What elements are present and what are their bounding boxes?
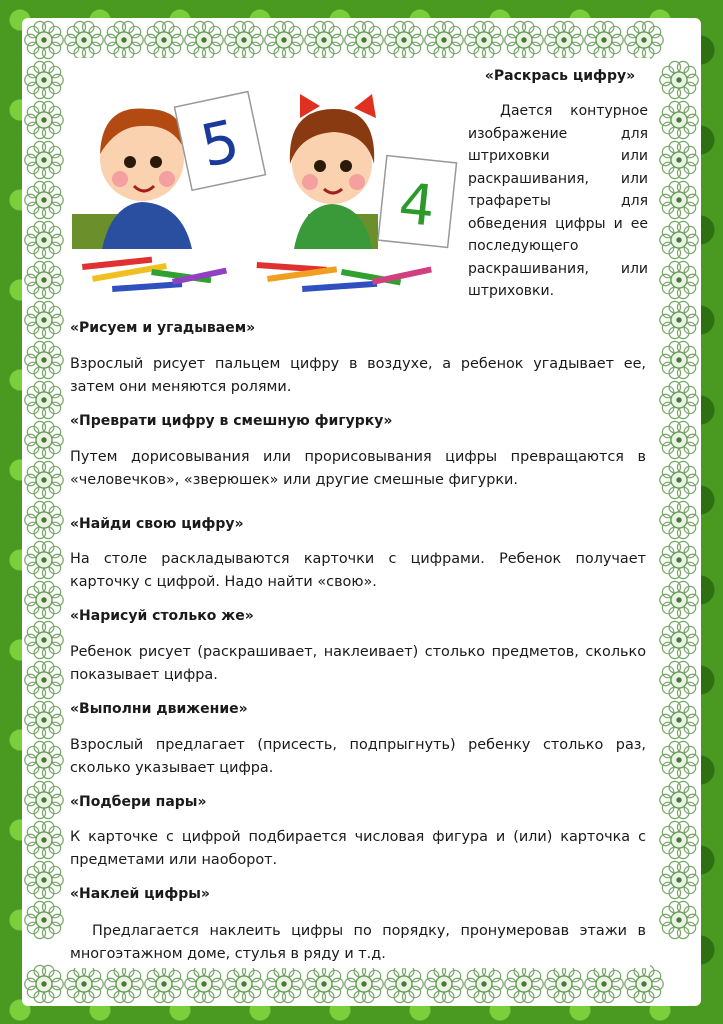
children-illustration xyxy=(72,64,458,300)
section-text: Взрослый рисует пальцем цифру в воздухе, а ребенок угадывает ее, затем они меняются ролями. xyxy=(70,356,646,395)
pencils-right xyxy=(257,262,432,292)
lace-doily xyxy=(545,965,584,1002)
section-text: Предлагается наклеить цифры по порядку, пронумеровав этажи в многоэтажном доме, стулья в ряду и т.д. xyxy=(70,923,646,962)
lace-doily xyxy=(345,21,384,58)
lace-doily xyxy=(660,381,699,418)
lace-doily xyxy=(385,965,424,1002)
lace-doily xyxy=(625,21,664,58)
lace-doily xyxy=(25,421,64,458)
lace-doily xyxy=(585,965,624,1002)
lace-doily xyxy=(105,965,144,1002)
lace-doily xyxy=(145,965,184,1002)
lace-doily xyxy=(25,341,64,378)
lace-doily xyxy=(265,965,304,1002)
lace-doily xyxy=(465,21,504,58)
lace-doily xyxy=(660,221,699,258)
lace-doily xyxy=(660,541,699,578)
lace-doily xyxy=(25,821,64,858)
lace-doily xyxy=(660,741,699,778)
lace-doily xyxy=(25,141,64,178)
lace-doily xyxy=(660,661,699,698)
lace-doily xyxy=(660,261,699,298)
lace-doily xyxy=(305,965,344,1002)
lace-doily xyxy=(25,701,64,738)
card-five xyxy=(174,92,265,191)
lace-doily xyxy=(505,965,544,1002)
section-text: К карточке с цифрой подбирается числовая фигура и (или) карточка с предметами или наоборот. xyxy=(70,829,646,868)
lace-doily xyxy=(660,341,699,378)
section-title: «Найди свою цифру» xyxy=(70,516,244,532)
lace-doily xyxy=(25,261,64,298)
lace-doily xyxy=(25,221,64,258)
lace-doily xyxy=(385,21,424,58)
lace-doily xyxy=(25,301,64,338)
lace-doily xyxy=(25,381,64,418)
lace-doily xyxy=(585,21,624,58)
section-title: «Наклей цифры» xyxy=(70,886,210,902)
lace-doily xyxy=(660,421,699,458)
lace-doily xyxy=(660,501,699,538)
lace-doily xyxy=(25,501,64,538)
lace-doily xyxy=(65,21,104,58)
lace-doily xyxy=(25,461,64,498)
lace-doily xyxy=(660,821,699,858)
lace-doily xyxy=(305,21,344,58)
lace-doily xyxy=(105,21,144,58)
lace-doily xyxy=(660,701,699,738)
lace-doily xyxy=(660,861,699,898)
lace-doily xyxy=(660,181,699,218)
section-title: «Преврати цифру в смешную фигурку» xyxy=(70,413,393,429)
lace-doily xyxy=(25,901,64,938)
lace-doily xyxy=(25,541,64,578)
lace-doily xyxy=(660,101,699,138)
lace-doily xyxy=(25,781,64,818)
lace-doily xyxy=(660,301,699,338)
card-four-digit: 4 xyxy=(395,171,438,240)
lace-doily xyxy=(25,621,64,658)
intro-text: Дается контурное изображение для штриховки или раскрашивания, или трафареты для обведения цифры и ее последующего раскрашивания, или штриховки. xyxy=(468,103,648,299)
pencils-left xyxy=(82,257,227,292)
girl-bow xyxy=(354,94,376,118)
lace-doily xyxy=(25,861,64,898)
lace-doily xyxy=(185,21,224,58)
section-title: «Нарисуй столько же» xyxy=(70,608,254,624)
lace-doily xyxy=(25,101,64,138)
lace-doily xyxy=(265,21,304,58)
girl-dress xyxy=(294,204,372,249)
section-title: «Рисуем и угадываем» xyxy=(70,320,256,336)
lace-doily xyxy=(660,141,699,178)
lace-doily xyxy=(425,965,464,1002)
lace-doily xyxy=(660,61,699,98)
boy-shirt xyxy=(102,202,192,249)
lace-doily xyxy=(625,965,664,1002)
lace-doily xyxy=(660,621,699,658)
lace-doily xyxy=(225,965,264,1002)
lace-doily xyxy=(660,781,699,818)
lace-doily xyxy=(660,901,699,938)
lace-doily xyxy=(25,741,64,778)
lace-doily xyxy=(25,21,64,58)
page-content xyxy=(66,58,650,968)
lace-doily xyxy=(660,581,699,618)
intro-title: «Раскрась цифру» xyxy=(484,68,636,84)
section-title: «Выполни движение» xyxy=(70,701,248,717)
section-text: Ребенок рисует (раскрашивает, наклеивает) столько предметов, сколько показывает цифра. xyxy=(70,644,646,683)
lace-doily xyxy=(65,965,104,1002)
section-text: Взрослый предлагает (присесть, подпрыгнуть) ребенку столько раз, сколько указывает цифра. xyxy=(70,737,646,776)
lace-doily xyxy=(465,965,504,1002)
lace-doily xyxy=(505,21,544,58)
lace-doily xyxy=(660,461,699,498)
lace-doily xyxy=(185,965,224,1002)
section-text: На столе раскладываются карточки с цифрами. Ребенок получает карточку с цифрой. Надо найти «свою». xyxy=(70,551,646,590)
lace-doily xyxy=(545,21,584,58)
lace-doily xyxy=(145,21,184,58)
lace-doily xyxy=(25,661,64,698)
lace-doily xyxy=(225,21,264,58)
lace-doily xyxy=(425,21,464,58)
card-five-digit: 5 xyxy=(194,106,246,181)
section-text: Путем дорисовывания или прорисовывания цифры превращаются в «человечков», «зверюшек» или другие смешные фигурки. xyxy=(70,449,646,488)
lace-doily xyxy=(25,581,64,618)
lace-doily xyxy=(25,61,64,98)
section-title: «Подбери пары» xyxy=(70,794,207,810)
card-four xyxy=(378,156,457,248)
lace-doily xyxy=(25,965,64,1002)
lace-doily xyxy=(25,181,64,218)
lace-doily xyxy=(345,965,384,1002)
